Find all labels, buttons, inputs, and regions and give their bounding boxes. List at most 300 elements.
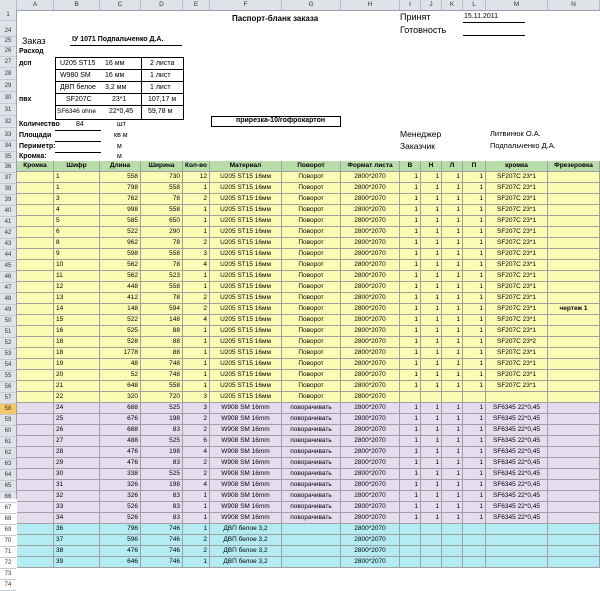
cell-rotate[interactable] bbox=[282, 535, 341, 545]
cell-material[interactable]: U205 ST15 16мм bbox=[210, 172, 282, 182]
cell-bottom[interactable]: 1 bbox=[421, 172, 442, 182]
cell-bottom[interactable]: 1 bbox=[421, 260, 442, 270]
cell-sheet-format[interactable]: 2800*2070 bbox=[341, 524, 400, 534]
cell-length[interactable]: 526 bbox=[100, 502, 141, 512]
cell-length[interactable]: 962 bbox=[100, 238, 141, 248]
cell-right[interactable]: 1 bbox=[463, 238, 486, 248]
cell-milling[interactable] bbox=[548, 271, 600, 281]
cell-milling[interactable] bbox=[548, 227, 600, 237]
cell-top[interactable]: 1 bbox=[400, 315, 421, 325]
table-row[interactable] bbox=[17, 227, 600, 238]
cell-rotate[interactable]: поворачивать bbox=[282, 425, 341, 435]
row-header-59[interactable]: 59 bbox=[0, 415, 16, 426]
row-header-39[interactable]: 39 bbox=[0, 195, 16, 206]
row-header-37[interactable]: 37 bbox=[0, 173, 16, 184]
cell-sheet-format[interactable]: 2800*2070 bbox=[341, 458, 400, 468]
cell-length[interactable]: 326 bbox=[100, 491, 141, 501]
cell-edge-band[interactable] bbox=[486, 557, 548, 567]
cell-milling[interactable] bbox=[548, 447, 600, 457]
cell-edge[interactable] bbox=[17, 392, 54, 402]
cell-bottom[interactable]: 1 bbox=[421, 271, 442, 281]
cell-milling[interactable] bbox=[548, 293, 600, 303]
cell-length[interactable]: 338 bbox=[100, 469, 141, 479]
cell-edge[interactable] bbox=[17, 238, 54, 248]
cell-sheet-format[interactable]: 2800*2070 bbox=[341, 359, 400, 369]
row-header-52[interactable]: 52 bbox=[0, 338, 16, 349]
table-row[interactable] bbox=[17, 414, 600, 425]
cell-bottom[interactable] bbox=[421, 392, 442, 402]
cell-code[interactable]: 14 bbox=[54, 304, 100, 314]
row-header-33[interactable]: 33 bbox=[0, 130, 16, 141]
cell-length[interactable]: 798 bbox=[100, 183, 141, 193]
cell-edge[interactable] bbox=[17, 436, 54, 446]
cell-rotate[interactable]: поворачивать bbox=[282, 403, 341, 413]
cell-length[interactable]: 52 bbox=[100, 370, 141, 380]
cell-milling[interactable] bbox=[548, 403, 600, 413]
cell-qty[interactable]: 1 bbox=[183, 337, 210, 347]
cell-code[interactable]: 5 bbox=[54, 216, 100, 226]
cell-edge-band[interactable]: SF207C 23*1 bbox=[486, 260, 548, 270]
cell-width[interactable]: 746 bbox=[141, 524, 183, 534]
cell-right[interactable]: 1 bbox=[463, 282, 486, 292]
cell-edge[interactable] bbox=[17, 370, 54, 380]
cell-material[interactable]: U205 ST15 16мм bbox=[210, 392, 282, 402]
cell-qty[interactable]: 1 bbox=[183, 326, 210, 336]
cell-rotate[interactable]: Поворот bbox=[282, 282, 341, 292]
row-header-73[interactable]: 73 bbox=[0, 569, 16, 580]
cell-qty[interactable]: 2 bbox=[183, 458, 210, 468]
cell-top[interactable]: 1 bbox=[400, 513, 421, 523]
cell-material[interactable]: U205 ST15 16мм bbox=[210, 260, 282, 270]
cell-top[interactable] bbox=[400, 546, 421, 556]
cell-edge[interactable] bbox=[17, 425, 54, 435]
cell-edge-band[interactable]: SF6345 22*0,45 bbox=[486, 502, 548, 512]
cell-edge[interactable] bbox=[17, 469, 54, 479]
cell-material[interactable]: W908 SM 16mm bbox=[210, 425, 282, 435]
cell-top[interactable]: 1 bbox=[400, 183, 421, 193]
cell-material[interactable]: ДВП белое 3,2 bbox=[210, 557, 282, 567]
cell-rotate[interactable]: Поворот bbox=[282, 359, 341, 369]
cell-left[interactable] bbox=[442, 392, 463, 402]
cell-right[interactable]: 1 bbox=[463, 425, 486, 435]
cell-right[interactable] bbox=[463, 546, 486, 556]
cell-code[interactable]: 24 bbox=[54, 403, 100, 413]
table-row[interactable] bbox=[17, 260, 600, 271]
cell-milling[interactable] bbox=[548, 359, 600, 369]
cell-milling[interactable] bbox=[548, 535, 600, 545]
row-header-60[interactable]: 60 bbox=[0, 426, 16, 437]
cell-code[interactable]: 10 bbox=[54, 260, 100, 270]
cell-width[interactable]: 198 bbox=[141, 480, 183, 490]
cell-edge-band[interactable]: SF6345 22*0,45 bbox=[486, 425, 548, 435]
cell-bottom[interactable]: 1 bbox=[421, 480, 442, 490]
cell-qty[interactable]: 4 bbox=[183, 447, 210, 457]
cell-length[interactable]: 688 bbox=[100, 403, 141, 413]
cell-edge[interactable] bbox=[17, 546, 54, 556]
cell-bottom[interactable] bbox=[421, 524, 442, 534]
row-header-53[interactable]: 53 bbox=[0, 349, 16, 360]
cell-right[interactable]: 1 bbox=[463, 260, 486, 270]
cell-width[interactable]: 558 bbox=[141, 205, 183, 215]
cell-qty[interactable]: 1 bbox=[183, 557, 210, 567]
cell-material[interactable]: U205 ST15 16мм bbox=[210, 348, 282, 358]
cell-code[interactable]: 37 bbox=[54, 535, 100, 545]
row-header-58[interactable]: 58 bbox=[0, 404, 16, 415]
row-header-70[interactable]: 70 bbox=[0, 536, 16, 547]
row-header-1[interactable]: 1 bbox=[0, 10, 16, 21]
cell-right[interactable]: 1 bbox=[463, 381, 486, 391]
cell-right[interactable]: 1 bbox=[463, 249, 486, 259]
cell-bottom[interactable]: 1 bbox=[421, 326, 442, 336]
cell-top[interactable]: 1 bbox=[400, 458, 421, 468]
column-header-b[interactable]: B bbox=[54, 0, 100, 10]
cell-rotate[interactable]: Поворот bbox=[282, 249, 341, 259]
row-header-56[interactable]: 56 bbox=[0, 382, 16, 393]
cell-rotate[interactable]: Поворот bbox=[282, 172, 341, 182]
cell-edge-band[interactable]: SF6345 22*0,45 bbox=[486, 403, 548, 413]
cell-right[interactable]: 1 bbox=[463, 491, 486, 501]
cell-bottom[interactable]: 1 bbox=[421, 348, 442, 358]
cell-sheet-format[interactable]: 2800*2070 bbox=[341, 370, 400, 380]
cell-top[interactable]: 1 bbox=[400, 436, 421, 446]
cell-code[interactable]: 8 bbox=[54, 238, 100, 248]
row-header-65[interactable]: 65 bbox=[0, 481, 16, 492]
cell-milling[interactable] bbox=[548, 194, 600, 204]
cell-top[interactable]: 1 bbox=[400, 348, 421, 358]
cell-bottom[interactable] bbox=[421, 557, 442, 567]
cell-qty[interactable]: 2 bbox=[183, 293, 210, 303]
cell-code[interactable]: 16 bbox=[54, 326, 100, 336]
cell-qty[interactable]: 1 bbox=[183, 381, 210, 391]
row-header-69[interactable]: 69 bbox=[0, 525, 16, 536]
table-row[interactable] bbox=[17, 480, 600, 491]
cell-edge-band[interactable]: SF6345 22*0,45 bbox=[486, 436, 548, 446]
cell-left[interactable]: 1 bbox=[442, 216, 463, 226]
cell-edge[interactable] bbox=[17, 359, 54, 369]
cell-edge[interactable] bbox=[17, 293, 54, 303]
cell-rotate[interactable]: Поворот bbox=[282, 227, 341, 237]
cell-top[interactable]: 1 bbox=[400, 337, 421, 347]
cell-top[interactable]: 1 bbox=[400, 469, 421, 479]
cell-edge-band[interactable] bbox=[486, 535, 548, 545]
cell-code[interactable]: 12 bbox=[54, 282, 100, 292]
cell-code[interactable]: 1 bbox=[54, 172, 100, 182]
cell-material[interactable]: U205 ST15 16мм bbox=[210, 271, 282, 281]
row-header-31[interactable]: 31 bbox=[0, 105, 16, 116]
table-row[interactable] bbox=[17, 238, 600, 249]
cell-edge-band[interactable]: SF207C 23*1 bbox=[486, 381, 548, 391]
cell-qty[interactable]: 1 bbox=[183, 513, 210, 523]
cell-top[interactable]: 1 bbox=[400, 227, 421, 237]
cell-length[interactable]: 448 bbox=[100, 282, 141, 292]
cell-length[interactable]: 562 bbox=[100, 271, 141, 281]
cell-edge-band[interactable]: SF6345 22*0,45 bbox=[486, 491, 548, 501]
cell-left[interactable] bbox=[442, 524, 463, 534]
table-row[interactable] bbox=[17, 370, 600, 381]
cell-top[interactable]: 1 bbox=[400, 205, 421, 215]
cell-width[interactable]: 78 bbox=[141, 194, 183, 204]
cell-left[interactable]: 1 bbox=[442, 271, 463, 281]
cell-right[interactable]: 1 bbox=[463, 205, 486, 215]
cell-milling[interactable] bbox=[548, 425, 600, 435]
cell-material[interactable]: U205 ST15 16мм bbox=[210, 359, 282, 369]
cell-bottom[interactable]: 1 bbox=[421, 502, 442, 512]
cell-length[interactable]: 998 bbox=[100, 205, 141, 215]
cell-top[interactable]: 1 bbox=[400, 326, 421, 336]
cell-edge-band[interactable]: SF207C 23*1 bbox=[486, 370, 548, 380]
cell-edge-band[interactable]: SF207C 23*1 bbox=[486, 238, 548, 248]
row-header-67[interactable]: 67 bbox=[0, 503, 16, 514]
cell-left[interactable]: 1 bbox=[442, 469, 463, 479]
cell-left[interactable]: 1 bbox=[442, 238, 463, 248]
cell-sheet-format[interactable]: 2800*2070 bbox=[341, 238, 400, 248]
cell-left[interactable] bbox=[442, 535, 463, 545]
cell-edge-band[interactable]: SF6345 22*0,45 bbox=[486, 480, 548, 490]
cell-milling[interactable] bbox=[548, 469, 600, 479]
column-header-k[interactable]: K bbox=[442, 0, 463, 10]
row-header-30[interactable]: 30 bbox=[0, 93, 16, 104]
cell-qty[interactable]: 1 bbox=[183, 216, 210, 226]
cell-left[interactable]: 1 bbox=[442, 282, 463, 292]
cell-left[interactable]: 1 bbox=[442, 348, 463, 358]
cell-left[interactable]: 1 bbox=[442, 304, 463, 314]
cell-sheet-format[interactable]: 2800*2070 bbox=[341, 425, 400, 435]
cell-width[interactable]: 525 bbox=[141, 469, 183, 479]
row-header-40[interactable]: 40 bbox=[0, 206, 16, 217]
cell-edge[interactable] bbox=[17, 271, 54, 281]
cell-material[interactable]: ДВП белое 3,2 bbox=[210, 535, 282, 545]
cell-material[interactable]: U205 ST15 16мм bbox=[210, 293, 282, 303]
row-header-54[interactable]: 54 bbox=[0, 360, 16, 371]
cell-milling[interactable] bbox=[548, 183, 600, 193]
cell-right[interactable]: 1 bbox=[463, 436, 486, 446]
cell-left[interactable]: 1 bbox=[442, 480, 463, 490]
cell-rotate[interactable]: Поворот bbox=[282, 348, 341, 358]
cell-right[interactable]: 1 bbox=[463, 172, 486, 182]
cell-left[interactable]: 1 bbox=[442, 436, 463, 446]
table-row[interactable] bbox=[17, 469, 600, 480]
cell-bottom[interactable]: 1 bbox=[421, 238, 442, 248]
table-row[interactable] bbox=[17, 194, 600, 205]
cell-bottom[interactable]: 1 bbox=[421, 183, 442, 193]
cell-edge-band[interactable]: SF207C 23*1 bbox=[486, 348, 548, 358]
cell-right[interactable]: 1 bbox=[463, 359, 486, 369]
cell-sheet-format[interactable]: 2800*2070 bbox=[341, 480, 400, 490]
cell-width[interactable]: 594 bbox=[141, 304, 183, 314]
cell-bottom[interactable]: 1 bbox=[421, 469, 442, 479]
cell-rotate[interactable]: поворачивать bbox=[282, 480, 341, 490]
cell-milling[interactable] bbox=[548, 524, 600, 534]
cell-qty[interactable]: 2 bbox=[183, 425, 210, 435]
cell-sheet-format[interactable]: 2800*2070 bbox=[341, 557, 400, 567]
cell-qty[interactable]: 12 bbox=[183, 172, 210, 182]
cell-material[interactable]: U205 ST15 16мм bbox=[210, 205, 282, 215]
table-row[interactable] bbox=[17, 425, 600, 436]
table-row[interactable] bbox=[17, 392, 600, 403]
cell-bottom[interactable]: 1 bbox=[421, 249, 442, 259]
column-header-g[interactable]: G bbox=[282, 0, 341, 10]
cell-rotate[interactable]: Поворот bbox=[282, 337, 341, 347]
table-row[interactable] bbox=[17, 491, 600, 502]
cell-top[interactable]: 1 bbox=[400, 370, 421, 380]
table-row[interactable] bbox=[17, 513, 600, 524]
cell-top[interactable]: 1 bbox=[400, 249, 421, 259]
cell-material[interactable]: W908 SM 16mm bbox=[210, 414, 282, 424]
row-header-62[interactable]: 62 bbox=[0, 448, 16, 459]
row-header-25[interactable]: 25 bbox=[0, 36, 16, 47]
row-header-38[interactable]: 38 bbox=[0, 184, 16, 195]
cell-code[interactable]: 31 bbox=[54, 480, 100, 490]
accepted-date[interactable]: 15.11.2011 bbox=[464, 13, 498, 20]
cell-rotate[interactable]: Поворот bbox=[282, 238, 341, 248]
table-row[interactable] bbox=[17, 315, 600, 326]
cell-right[interactable] bbox=[463, 392, 486, 402]
cell-code[interactable]: 39 bbox=[54, 557, 100, 567]
cell-edge[interactable] bbox=[17, 183, 54, 193]
column-header-j[interactable]: J bbox=[421, 0, 442, 10]
cell-edge[interactable] bbox=[17, 458, 54, 468]
cell-edge-band[interactable]: SF207C 23*1 bbox=[486, 282, 548, 292]
cell-length[interactable]: 522 bbox=[100, 227, 141, 237]
cell-code[interactable]: 28 bbox=[54, 447, 100, 457]
cell-bottom[interactable]: 1 bbox=[421, 458, 442, 468]
row-header-34[interactable]: 34 bbox=[0, 141, 16, 152]
cell-top[interactable] bbox=[400, 524, 421, 534]
row-header-32[interactable]: 32 bbox=[0, 117, 16, 128]
cell-milling[interactable] bbox=[548, 480, 600, 490]
cell-width[interactable]: 746 bbox=[141, 546, 183, 556]
cell-bottom[interactable]: 1 bbox=[421, 447, 442, 457]
row-header-64[interactable]: 64 bbox=[0, 470, 16, 481]
table-row[interactable] bbox=[17, 458, 600, 469]
cell-edge[interactable] bbox=[17, 403, 54, 413]
cell-left[interactable]: 1 bbox=[442, 326, 463, 336]
cell-sheet-format[interactable]: 2800*2070 bbox=[341, 447, 400, 457]
cell-edge-band[interactable]: SF207C 23*1 bbox=[486, 249, 548, 259]
cell-edge-band[interactable]: SF207C 23*1 bbox=[486, 183, 548, 193]
cell-edge-band[interactable]: SF207C 23*1 bbox=[486, 315, 548, 325]
cell-code[interactable]: 25 bbox=[54, 414, 100, 424]
cell-edge-band[interactable]: SF6345 22*0,45 bbox=[486, 469, 548, 479]
cell-left[interactable]: 1 bbox=[442, 359, 463, 369]
cell-milling[interactable] bbox=[548, 370, 600, 380]
cell-edge[interactable] bbox=[17, 524, 54, 534]
column-header-f[interactable]: F bbox=[210, 0, 282, 10]
cell-length[interactable]: 48 bbox=[100, 359, 141, 369]
cell-left[interactable] bbox=[442, 557, 463, 567]
table-row[interactable] bbox=[17, 403, 600, 414]
cell-qty[interactable]: 4 bbox=[183, 315, 210, 325]
cell-rotate[interactable]: Поворот bbox=[282, 304, 341, 314]
cell-sheet-format[interactable]: 2800*2070 bbox=[341, 546, 400, 556]
cell-qty[interactable]: 1 bbox=[183, 183, 210, 193]
cell-material[interactable]: U205 ST15 16мм bbox=[210, 304, 282, 314]
cell-sheet-format[interactable]: 2800*2070 bbox=[341, 392, 400, 402]
cell-edge[interactable] bbox=[17, 216, 54, 226]
cell-code[interactable]: 20 bbox=[54, 370, 100, 380]
cell-width[interactable]: 748 bbox=[141, 359, 183, 369]
cell-edge[interactable] bbox=[17, 480, 54, 490]
cell-qty[interactable]: 4 bbox=[183, 260, 210, 270]
cell-length[interactable]: 796 bbox=[100, 524, 141, 534]
cell-qty[interactable]: 2 bbox=[183, 194, 210, 204]
cell-code[interactable]: 21 bbox=[54, 381, 100, 391]
cell-edge[interactable] bbox=[17, 513, 54, 523]
cell-code[interactable]: 22 bbox=[54, 392, 100, 402]
customer-name[interactable]: Подпальченко Д.А. bbox=[490, 141, 556, 150]
table-row[interactable] bbox=[17, 546, 600, 557]
cell-rotate[interactable]: Поворот bbox=[282, 216, 341, 226]
cell-material[interactable]: U205 ST15 16мм bbox=[210, 194, 282, 204]
cell-top[interactable]: 1 bbox=[400, 425, 421, 435]
cell-rotate[interactable]: Поворот bbox=[282, 381, 341, 391]
cell-qty[interactable]: 4 bbox=[183, 480, 210, 490]
row-header-49[interactable]: 49 bbox=[0, 305, 16, 316]
cell-bottom[interactable] bbox=[421, 546, 442, 556]
cell-sheet-format[interactable]: 2800*2070 bbox=[341, 304, 400, 314]
cell-width[interactable]: 290 bbox=[141, 227, 183, 237]
cell-material[interactable]: W908 SM 16mm bbox=[210, 447, 282, 457]
cell-sheet-format[interactable]: 2800*2070 bbox=[341, 381, 400, 391]
cell-right[interactable] bbox=[463, 535, 486, 545]
cell-edge-band[interactable]: SF207C 23*1 bbox=[486, 194, 548, 204]
row-header-51[interactable]: 51 bbox=[0, 327, 16, 338]
cell-sheet-format[interactable]: 2800*2070 bbox=[341, 227, 400, 237]
cell-left[interactable]: 1 bbox=[442, 370, 463, 380]
cell-sheet-format[interactable]: 2800*2070 bbox=[341, 403, 400, 413]
row-header-27[interactable]: 27 bbox=[0, 57, 16, 68]
cell-width[interactable]: 720 bbox=[141, 392, 183, 402]
cell-milling[interactable] bbox=[548, 381, 600, 391]
cell-edge[interactable] bbox=[17, 326, 54, 336]
cell-width[interactable]: 83 bbox=[141, 491, 183, 501]
cell-left[interactable]: 1 bbox=[442, 425, 463, 435]
cell-code[interactable]: 27 bbox=[54, 436, 100, 446]
cell-edge[interactable] bbox=[17, 381, 54, 391]
table-row[interactable] bbox=[17, 337, 600, 348]
cell-bottom[interactable]: 1 bbox=[421, 381, 442, 391]
cell-bottom[interactable]: 1 bbox=[421, 403, 442, 413]
cell-qty[interactable]: 1 bbox=[183, 271, 210, 281]
cell-bottom[interactable]: 1 bbox=[421, 227, 442, 237]
cell-right[interactable]: 1 bbox=[463, 337, 486, 347]
cell-sheet-format[interactable]: 2800*2070 bbox=[341, 260, 400, 270]
cell-material[interactable]: U205 ST15 16мм bbox=[210, 315, 282, 325]
cell-material[interactable]: U205 ST15 16мм bbox=[210, 282, 282, 292]
cell-width[interactable]: 78 bbox=[141, 260, 183, 270]
cell-top[interactable]: 1 bbox=[400, 491, 421, 501]
cell-qty[interactable]: 3 bbox=[183, 249, 210, 259]
cell-width[interactable]: 83 bbox=[141, 513, 183, 523]
cell-bottom[interactable]: 1 bbox=[421, 337, 442, 347]
table-row[interactable] bbox=[17, 436, 600, 447]
cell-bottom[interactable]: 1 bbox=[421, 216, 442, 226]
cell-width[interactable]: 558 bbox=[141, 381, 183, 391]
cell-edge[interactable] bbox=[17, 227, 54, 237]
cell-code[interactable]: 6 bbox=[54, 227, 100, 237]
cell-length[interactable]: 528 bbox=[100, 337, 141, 347]
cell-right[interactable]: 1 bbox=[463, 348, 486, 358]
cell-code[interactable]: 9 bbox=[54, 249, 100, 259]
cell-edge[interactable] bbox=[17, 315, 54, 325]
cell-code[interactable]: 15 bbox=[54, 315, 100, 325]
cell-left[interactable]: 1 bbox=[442, 183, 463, 193]
cell-milling[interactable] bbox=[548, 392, 600, 402]
cell-length[interactable]: 598 bbox=[100, 249, 141, 259]
cell-width[interactable]: 198 bbox=[141, 414, 183, 424]
cell-material[interactable]: W908 SM 16mm bbox=[210, 513, 282, 523]
cell-material[interactable]: W908 SM 16mm bbox=[210, 458, 282, 468]
